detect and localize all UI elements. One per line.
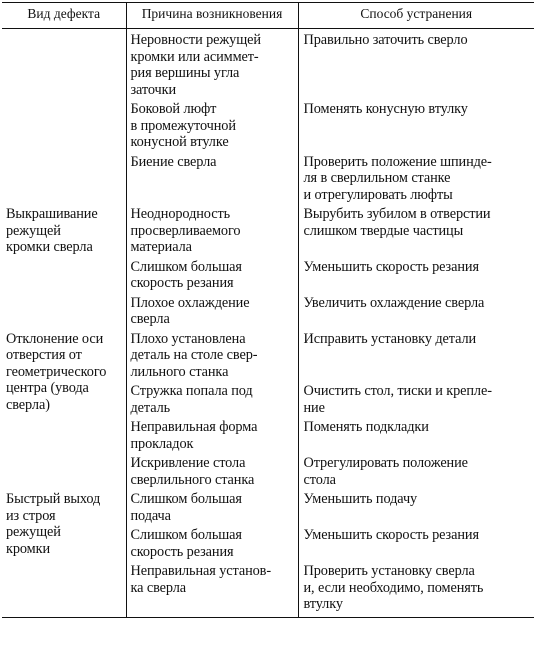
table-row <box>2 328 534 381</box>
table-row <box>2 29 534 99</box>
remedy-cell: Уменьшить подачу <box>298 488 534 524</box>
cause-cell: Неправильная форма прокладок <box>126 416 298 452</box>
remedy-cell: Уменьшить скорость резания <box>298 256 534 292</box>
remedy-cell: Отрегулировать положение стола <box>298 452 534 488</box>
defect-type-cell: Отклонение оси отверстия от геометрического центра (увода сверла) <box>6 330 107 413</box>
defect-type-cell: Выкрашивание режущей кромки сверла <box>6 206 98 255</box>
table-row <box>2 488 534 524</box>
remedy-cell: Очистить стол, тиски и крепле- ние <box>298 380 534 416</box>
remedy-cell: Вырубить зубилом в отверстии слишком твердые частицы <box>298 203 534 256</box>
cause-cell: Неоднородность просверливаемого материала <box>126 203 298 256</box>
remedy-cell: Проверить положение шпинде- ля в сверлильном станке и отрегулировать люфты <box>298 151 534 204</box>
header-defect-type: Вид дефекта <box>2 3 126 29</box>
remedy-cell: Проверить установку сверла и, если необходимо, поменять втулку <box>298 560 534 617</box>
header-cause: Причина возникновения <box>126 3 298 29</box>
cause-cell: Неправильная установ- ка сверла <box>126 560 298 617</box>
remedy-cell: Поменять подкладки <box>298 416 534 452</box>
cause-cell: Биение сверла <box>126 151 298 204</box>
remedy-cell: Исправить установку детали <box>298 328 534 381</box>
remedy-cell: Правильно заточить сверло <box>298 29 534 99</box>
cause-cell: Боковой люфт в промежуточной конусной втулке <box>126 98 298 151</box>
remedy-cell: Уменьшить скорость резания <box>298 524 534 560</box>
defect-type-cell: Быстрый выход из строя режущей кромки <box>6 491 101 557</box>
header-row <box>2 3 534 29</box>
defect-type-cell <box>2 29 126 204</box>
cause-cell: Искривление стола сверлильного станка <box>126 452 298 488</box>
defects-table <box>2 2 534 618</box>
cause-cell: Неровности режущей кромки или асиммет- рия вершины угла заточки <box>126 29 298 99</box>
table-header <box>2 3 534 29</box>
cause-cell: Слишком большая подача <box>126 488 298 524</box>
table-body <box>2 29 534 618</box>
cause-cell: Слишком большая скорость резания <box>126 256 298 292</box>
cause-cell: Слишком большая скорость резания <box>126 524 298 560</box>
remedy-cell: Увеличить охлаждение сверла <box>298 292 534 328</box>
cause-cell: Плохое охлаждение сверла <box>126 292 298 328</box>
remedy-cell: Поменять конусную втулку <box>298 98 534 151</box>
header-remedy: Способ устранения <box>298 3 534 29</box>
cause-cell: Плохо установлена деталь на столе свер- лильного станка <box>126 328 298 381</box>
cause-cell: Стружка попала под деталь <box>126 380 298 416</box>
table-row <box>2 203 534 256</box>
